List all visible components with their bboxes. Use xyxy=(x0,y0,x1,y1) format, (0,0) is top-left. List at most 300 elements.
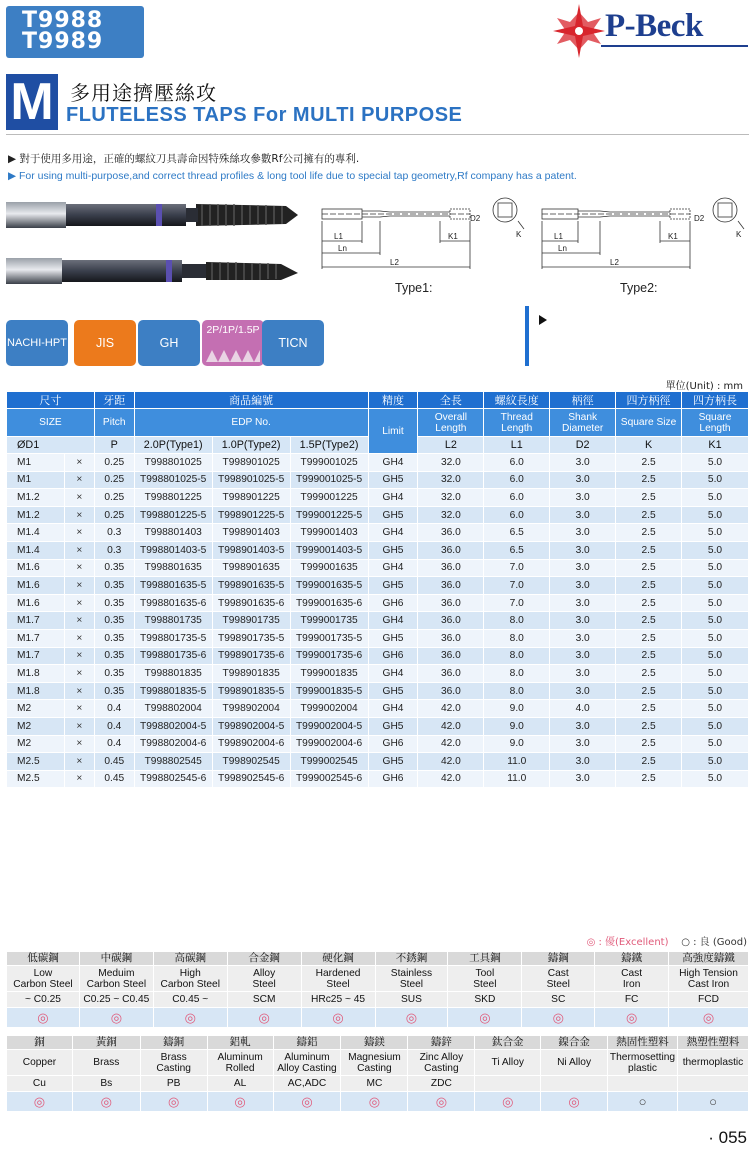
cell-size: M1.4 xyxy=(7,524,65,542)
cell-overall-length: 36.0 xyxy=(418,594,484,612)
dim-label-k: K xyxy=(516,230,522,239)
material-code: FC xyxy=(595,992,669,1008)
material-code: MC xyxy=(341,1076,408,1092)
materials2-mark-row xyxy=(7,1092,749,1112)
spec-table-body xyxy=(7,454,749,788)
cell-thread-length: 8.0 xyxy=(484,665,550,683)
cell-overall-length: 36.0 xyxy=(418,559,484,577)
th-type1: 2.0P(Type1) xyxy=(134,437,212,454)
cell-pitch: 0.4 xyxy=(94,717,134,735)
table-row xyxy=(7,454,749,472)
material-code: Cu xyxy=(7,1076,73,1092)
cell-edp-type2-15p: T999002004-5 xyxy=(290,717,368,735)
series-line-2: T9989 xyxy=(22,29,104,54)
cell-cross: × xyxy=(64,594,94,612)
cell-pitch: 0.3 xyxy=(94,541,134,559)
cell-edp-type2-15p: T999002545-6 xyxy=(290,770,368,788)
cell-shank-diameter: 3.0 xyxy=(550,471,616,489)
cell-thread-length: 6.0 xyxy=(484,506,550,524)
cell-edp-type2-15p: T999001025 xyxy=(290,454,368,472)
cell-shank-diameter: 3.0 xyxy=(550,489,616,507)
cell-cross: × xyxy=(64,471,94,489)
suitability-mark: ◎ xyxy=(7,1092,73,1112)
cell-square-length: 5.0 xyxy=(682,577,749,595)
cell-shank-diameter: 3.0 xyxy=(550,541,616,559)
material-code: C0.25 ~ C0.45 xyxy=(79,992,153,1008)
cell-cross: × xyxy=(64,629,94,647)
cell-size: M1.2 xyxy=(7,489,65,507)
material-name-en-line1: Brass xyxy=(93,1057,120,1068)
cell-shank-diameter: 3.0 xyxy=(550,665,616,683)
dimension-diagram xyxy=(310,195,755,300)
cell-shank-diameter: 3.0 xyxy=(550,735,616,753)
cell-square-size: 2.5 xyxy=(616,612,682,630)
cell-edp-type1: T998801635-6 xyxy=(134,594,212,612)
cell-overall-length: 36.0 xyxy=(418,682,484,700)
cell-shank-diameter: 3.0 xyxy=(550,682,616,700)
material-name-zh: 黃銅 xyxy=(72,1036,140,1050)
th-k: K xyxy=(616,437,682,454)
material-name-zh: 硬化鋼 xyxy=(301,952,375,966)
cell-edp-type1: T998802004-6 xyxy=(134,735,212,753)
material-name-en-line1: Magnesium xyxy=(348,1051,401,1063)
cell-overall-length: 42.0 xyxy=(418,700,484,718)
cell-edp-type2-1p: T998902004 xyxy=(212,700,290,718)
table-row xyxy=(7,594,749,612)
table-row xyxy=(7,717,749,735)
material-name-en-line1: Zinc Alloy xyxy=(419,1051,464,1063)
material-name-en-line2: Casting xyxy=(357,1062,392,1074)
cell-edp-type2-15p: T999001635-6 xyxy=(290,594,368,612)
cell-square-size: 2.5 xyxy=(616,471,682,489)
cell-thread-length: 8.0 xyxy=(484,682,550,700)
material-name-en xyxy=(541,1050,608,1076)
materials1-mark-row xyxy=(7,1008,749,1028)
cell-square-size: 2.5 xyxy=(616,700,682,718)
material-name-en xyxy=(207,1050,273,1076)
cell-square-size: 2.5 xyxy=(616,541,682,559)
cell-cross: × xyxy=(64,647,94,665)
cell-edp-type2-1p: T998901225-5 xyxy=(212,506,290,524)
cell-edp-type2-15p: T999001635-5 xyxy=(290,577,368,595)
suitability-mark: ◎ xyxy=(408,1092,475,1112)
cell-square-size: 2.5 xyxy=(616,454,682,472)
cell-edp-type2-15p: T999001635 xyxy=(290,559,368,577)
cell-limit: GH5 xyxy=(368,717,418,735)
material-name-en-line1: Meduim xyxy=(98,967,135,979)
material-name-en-line1: Brass xyxy=(160,1051,187,1063)
cell-overall-length: 36.0 xyxy=(418,647,484,665)
suitability-mark: ◎ xyxy=(140,1092,207,1112)
suitability-mark: ◎ xyxy=(72,1092,140,1112)
material-name-en xyxy=(79,966,153,992)
cell-square-length: 5.0 xyxy=(682,735,749,753)
cell-edp-type1: T998801025-5 xyxy=(134,471,212,489)
cell-edp-type2-15p: T999001403 xyxy=(290,524,368,542)
material-name-en-line2: Cast Iron xyxy=(687,978,730,990)
material-name-zh: 熱塑性塑料 xyxy=(677,1036,748,1050)
cell-size: M1.8 xyxy=(7,665,65,683)
cell-square-size: 2.5 xyxy=(616,753,682,771)
play-arrow-icon xyxy=(539,315,547,325)
cell-cross: × xyxy=(64,612,94,630)
cell-edp-type1: T998801025 xyxy=(134,454,212,472)
cell-edp-type2-15p: T999001403-5 xyxy=(290,541,368,559)
badge-gh: GH xyxy=(138,320,200,366)
cell-edp-type1: T998802004 xyxy=(134,700,212,718)
material-name-en xyxy=(341,1050,408,1076)
material-name-zh: 鑄銅 xyxy=(140,1036,207,1050)
th-type2-15p: 1.5P(Type2) xyxy=(290,437,368,454)
cell-shank-diameter: 3.0 xyxy=(550,647,616,665)
th-shank-zh: 柄徑 xyxy=(550,392,616,409)
tap-photo xyxy=(6,196,306,296)
material-code xyxy=(608,1076,678,1092)
material-name-zh: 工具鋼 xyxy=(448,952,522,966)
material-code: AC,ADC xyxy=(273,1076,341,1092)
suitability-mark: ◎ xyxy=(301,1008,375,1028)
suitability-mark: ○ xyxy=(677,1092,748,1112)
cell-cross: × xyxy=(64,700,94,718)
cell-edp-type2-1p: T998902545-6 xyxy=(212,770,290,788)
material-code: ~ C0.25 xyxy=(7,992,80,1008)
cell-edp-type1: T998801225-5 xyxy=(134,506,212,524)
table-row xyxy=(7,577,749,595)
cell-square-size: 2.5 xyxy=(616,489,682,507)
table-row xyxy=(7,647,749,665)
cell-shank-diameter: 4.0 xyxy=(550,700,616,718)
cell-edp-type2-1p: T998901025-5 xyxy=(212,471,290,489)
cell-limit: GH4 xyxy=(368,524,418,542)
cell-pitch: 0.35 xyxy=(94,665,134,683)
cell-edp-type2-1p: T998901635-5 xyxy=(212,577,290,595)
cell-cross: × xyxy=(64,577,94,595)
material-code: SKD xyxy=(448,992,522,1008)
th-overall-zh: 全長 xyxy=(418,392,484,409)
th-overall-en: Overall Length xyxy=(418,409,484,437)
cell-edp-type2-15p: T999001735-6 xyxy=(290,647,368,665)
material-name-zh: 不銹鋼 xyxy=(375,952,448,966)
cell-edp-type1: T998801635 xyxy=(134,559,212,577)
material-name-en-line1: Aluminum xyxy=(284,1051,330,1063)
cell-shank-diameter: 3.0 xyxy=(550,506,616,524)
dim-label-k1: K1 xyxy=(448,232,458,241)
cell-limit: GH6 xyxy=(368,647,418,665)
materials2-en-row xyxy=(7,1050,749,1076)
th-shank-en: Shank Diameter xyxy=(550,409,616,437)
table-row xyxy=(7,471,749,489)
cell-edp-type2-1p: T998901635-6 xyxy=(212,594,290,612)
dim-label-k1-type2: K1 xyxy=(668,232,678,241)
material-name-en-line1: High xyxy=(179,967,201,979)
cell-square-size: 2.5 xyxy=(616,735,682,753)
material-name-en xyxy=(475,1050,541,1076)
cell-limit: GH6 xyxy=(368,594,418,612)
cell-pitch: 0.35 xyxy=(94,612,134,630)
cell-square-length: 5.0 xyxy=(682,753,749,771)
cell-square-length: 5.0 xyxy=(682,524,749,542)
cell-square-length: 5.0 xyxy=(682,700,749,718)
th-edp-zh: 商品編號 xyxy=(134,392,368,409)
cell-limit: GH5 xyxy=(368,682,418,700)
material-code: SUS xyxy=(375,992,448,1008)
th-thread-en: Thread Length xyxy=(484,409,550,437)
cell-shank-diameter: 3.0 xyxy=(550,524,616,542)
cell-thread-length: 9.0 xyxy=(484,700,550,718)
cell-size: M1.4 xyxy=(7,541,65,559)
material-name-en-line2: Casting xyxy=(424,1062,459,1074)
suitability-mark: ◎ xyxy=(541,1092,608,1112)
cell-cross: × xyxy=(64,541,94,559)
table-row xyxy=(7,665,749,683)
page-title-zh: 多用途擠壓絲攻 xyxy=(70,81,217,105)
cell-edp-type2-1p: T998902004-5 xyxy=(212,717,290,735)
cell-cross: × xyxy=(64,524,94,542)
material-code: HRc25 ~ 45 xyxy=(301,992,375,1008)
cell-size: M2.5 xyxy=(7,770,65,788)
cell-limit: GH6 xyxy=(368,735,418,753)
cell-square-length: 5.0 xyxy=(682,647,749,665)
material-name-en-line1: Ni Alloy xyxy=(557,1057,592,1068)
cell-square-size: 2.5 xyxy=(616,559,682,577)
material-name-zh: 高強度鑄鐵 xyxy=(669,952,749,966)
material-table-2 xyxy=(6,1035,749,1112)
material-table-1 xyxy=(6,951,749,1028)
material-name-zh: 鑄鋼 xyxy=(522,952,595,966)
dim-label-k-type2: K xyxy=(736,230,742,239)
cell-overall-length: 32.0 xyxy=(418,506,484,524)
cell-pitch: 0.35 xyxy=(94,647,134,665)
material-name-en-line2: Casting xyxy=(156,1062,191,1074)
page-title-en: FLUTELESS TAPS For MULTI PURPOSE xyxy=(66,104,463,126)
cell-thread-length: 9.0 xyxy=(484,717,550,735)
cell-thread-length: 9.0 xyxy=(484,735,550,753)
cell-edp-type1: T998802545-6 xyxy=(134,770,212,788)
material-code: C0.45 ~ xyxy=(153,992,227,1008)
cell-edp-type1: T998801735-5 xyxy=(134,629,212,647)
material-name-en-line1: Tool xyxy=(475,967,495,979)
cell-pitch: 0.4 xyxy=(94,735,134,753)
cell-pitch: 0.45 xyxy=(94,753,134,771)
suitability-mark: ◎ xyxy=(448,1008,522,1028)
suitability-mark: ◎ xyxy=(595,1008,669,1028)
material-name-en-line2: Rolled xyxy=(225,1062,255,1074)
cell-size: M2.5 xyxy=(7,753,65,771)
brand-name: P-Beck xyxy=(605,8,703,44)
cell-thread-length: 8.0 xyxy=(484,629,550,647)
cell-shank-diameter: 3.0 xyxy=(550,454,616,472)
cell-limit: GH5 xyxy=(368,753,418,771)
cell-square-length: 5.0 xyxy=(682,541,749,559)
cell-overall-length: 32.0 xyxy=(418,454,484,472)
cell-square-length: 5.0 xyxy=(682,594,749,612)
cell-size: M1.2 xyxy=(7,506,65,524)
legend-excellent: ◎ : 優(Excellent) xyxy=(586,937,669,948)
material-name-en xyxy=(7,966,80,992)
suitability-mark: ○ xyxy=(608,1092,678,1112)
cell-square-size: 2.5 xyxy=(616,682,682,700)
type2-label: Type2: xyxy=(620,281,658,295)
table-row xyxy=(7,682,749,700)
cell-thread-length: 6.0 xyxy=(484,454,550,472)
cell-cross: × xyxy=(64,454,94,472)
suitability-mark: ◎ xyxy=(475,1092,541,1112)
cell-edp-type1: T998801835-5 xyxy=(134,682,212,700)
cell-edp-type2-15p: T999001835 xyxy=(290,665,368,683)
material-name-zh: 鑄鋁 xyxy=(273,1036,341,1050)
cell-cross: × xyxy=(64,770,94,788)
material-name-en-line2: Alloy Casting xyxy=(277,1062,337,1074)
cell-edp-type1: T998802004-5 xyxy=(134,717,212,735)
cell-overall-length: 32.0 xyxy=(418,471,484,489)
dim-label-l1: L1 xyxy=(334,232,343,241)
material-name-en-line1: High Tension xyxy=(679,967,738,979)
cell-edp-type2-1p: T998901403 xyxy=(212,524,290,542)
cell-limit: GH4 xyxy=(368,489,418,507)
cell-pitch: 0.25 xyxy=(94,506,134,524)
badge-ticn: TICN xyxy=(262,320,324,366)
suitability-mark: ◎ xyxy=(227,1008,301,1028)
material-name-en xyxy=(72,1050,140,1076)
cell-square-size: 2.5 xyxy=(616,647,682,665)
cell-cross: × xyxy=(64,506,94,524)
cell-size: M1.7 xyxy=(7,612,65,630)
suitability-mark: ◎ xyxy=(341,1092,408,1112)
cell-pitch: 0.35 xyxy=(94,682,134,700)
th-k1: K1 xyxy=(682,437,749,454)
cell-square-size: 2.5 xyxy=(616,717,682,735)
cell-edp-type2-1p: T998901735 xyxy=(212,612,290,630)
suitability-mark: ◎ xyxy=(375,1008,448,1028)
cell-edp-type1: T998801735 xyxy=(134,612,212,630)
materials2-zh-row xyxy=(7,1036,749,1050)
cell-square-length: 5.0 xyxy=(682,770,749,788)
dim-label-ln: Ln xyxy=(338,244,347,253)
cell-pitch: 0.25 xyxy=(94,471,134,489)
material-code: SC xyxy=(522,992,595,1008)
material-name-zh: 高碳鋼 xyxy=(153,952,227,966)
material-name-en xyxy=(301,966,375,992)
cell-edp-type2-1p: T998901403-5 xyxy=(212,541,290,559)
cell-square-size: 2.5 xyxy=(616,594,682,612)
cell-size: M2 xyxy=(7,717,65,735)
cell-edp-type2-15p: T999002004 xyxy=(290,700,368,718)
cell-square-length: 5.0 xyxy=(682,612,749,630)
dim-label-d2: D2 xyxy=(470,214,481,223)
cell-overall-length: 36.0 xyxy=(418,629,484,647)
cell-shank-diameter: 3.0 xyxy=(550,753,616,771)
material-name-en xyxy=(375,966,448,992)
cell-square-length: 5.0 xyxy=(682,454,749,472)
material-name-en-line1: Cast xyxy=(547,967,569,979)
materials2-code-row xyxy=(7,1076,749,1092)
series-badge xyxy=(6,6,144,58)
cell-size: M1.7 xyxy=(7,629,65,647)
cell-square-size: 2.5 xyxy=(616,506,682,524)
th-edp-en: EDP No. xyxy=(134,409,368,437)
cell-overall-length: 36.0 xyxy=(418,612,484,630)
cell-size: M1 xyxy=(7,471,65,489)
material-code: ZDC xyxy=(408,1076,475,1092)
cell-overall-length: 36.0 xyxy=(418,541,484,559)
material-name-zh: 低碳鋼 xyxy=(7,952,80,966)
cell-overall-length: 42.0 xyxy=(418,717,484,735)
cell-edp-type1: T998801403 xyxy=(134,524,212,542)
note-zh: ▶ 對于使用多用途，正確的螺紋刀具壽命因特殊絲攻參數Rf公司擁有的專利. xyxy=(8,153,360,165)
th-square-size-zh: 四方柄徑 xyxy=(616,392,682,409)
cell-size: M1.6 xyxy=(7,559,65,577)
suitability-mark: ◎ xyxy=(7,1008,80,1028)
badge-pitch-label: 2P/1P/1.5P xyxy=(206,324,260,336)
cell-pitch: 0.25 xyxy=(94,454,134,472)
cell-edp-type2-1p: T998901735-6 xyxy=(212,647,290,665)
cell-thread-length: 7.0 xyxy=(484,594,550,612)
cell-pitch: 0.3 xyxy=(94,524,134,542)
spec-table xyxy=(6,391,749,788)
th-l2: L2 xyxy=(418,437,484,454)
cell-shank-diameter: 3.0 xyxy=(550,770,616,788)
cell-pitch: 0.45 xyxy=(94,770,134,788)
material-name-en-line1: Aluminum xyxy=(217,1051,263,1063)
cell-pitch: 0.4 xyxy=(94,700,134,718)
materials1-zh-row xyxy=(7,952,749,966)
material-name-en xyxy=(608,1050,678,1076)
material-code xyxy=(475,1076,541,1092)
cell-square-length: 5.0 xyxy=(682,506,749,524)
cell-edp-type2-15p: T999002545 xyxy=(290,753,368,771)
cell-shank-diameter: 3.0 xyxy=(550,612,616,630)
cell-pitch: 0.35 xyxy=(94,629,134,647)
cell-shank-diameter: 3.0 xyxy=(550,717,616,735)
suitability-mark: ◎ xyxy=(79,1008,153,1028)
cell-square-length: 5.0 xyxy=(682,665,749,683)
material-code xyxy=(677,1076,748,1092)
dim-label-d2-type2: D2 xyxy=(694,214,705,223)
table-row xyxy=(7,735,749,753)
material-code: SCM xyxy=(227,992,301,1008)
series-line-1: T9988 xyxy=(22,8,104,33)
cell-square-length: 5.0 xyxy=(682,471,749,489)
accent-bar xyxy=(525,306,529,366)
cell-edp-type1: T998801835 xyxy=(134,665,212,683)
cell-thread-length: 7.0 xyxy=(484,577,550,595)
material-name-zh: 鈦合金 xyxy=(475,1036,541,1050)
dim-label-ln-type2: Ln xyxy=(558,244,567,253)
material-name-zh: 銅 xyxy=(7,1036,73,1050)
th-limit-zh: 精度 xyxy=(368,392,418,409)
cell-thread-length: 8.0 xyxy=(484,612,550,630)
cell-limit: GH5 xyxy=(368,629,418,647)
cell-size: M1.6 xyxy=(7,594,65,612)
cell-overall-length: 36.0 xyxy=(418,577,484,595)
material-name-zh: 鑄鎂 xyxy=(341,1036,408,1050)
materials1-code-row xyxy=(7,992,749,1008)
cell-edp-type2-15p: T999001835-5 xyxy=(290,682,368,700)
dim-label-l2-type2: L2 xyxy=(610,258,619,267)
cell-overall-length: 36.0 xyxy=(418,524,484,542)
th-square-length-en: Square Length xyxy=(682,409,749,437)
cell-shank-diameter: 3.0 xyxy=(550,559,616,577)
cell-square-length: 5.0 xyxy=(682,717,749,735)
suitability-mark: ◎ xyxy=(273,1092,341,1112)
cell-square-length: 5.0 xyxy=(682,559,749,577)
cell-edp-type2-15p: T999001735 xyxy=(290,612,368,630)
material-name-en-line2: Steel xyxy=(546,978,570,990)
cell-edp-type2-15p: T999001735-5 xyxy=(290,629,368,647)
cell-cross: × xyxy=(64,735,94,753)
cell-thread-length: 8.0 xyxy=(484,647,550,665)
cell-square-length: 5.0 xyxy=(682,489,749,507)
